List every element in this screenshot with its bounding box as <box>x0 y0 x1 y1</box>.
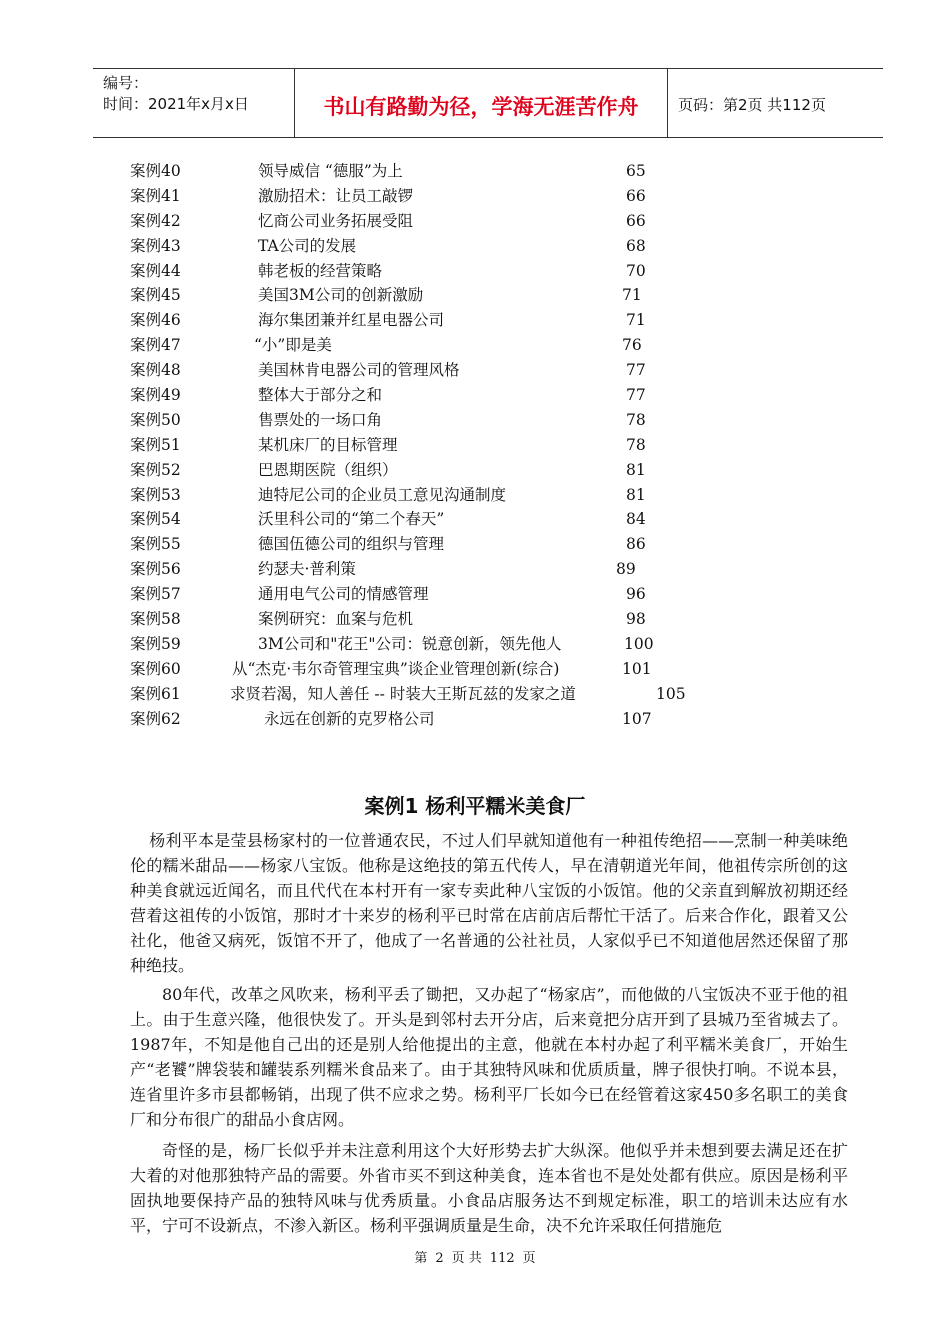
toc-page-number: 78 <box>626 435 646 454</box>
toc-row <box>0 159 950 184</box>
toc-page-number: 70 <box>626 261 646 280</box>
toc-title: 激励招术：让员工敲锣 <box>258 186 414 205</box>
toc-page-number: 107 <box>622 709 652 728</box>
toc-case-label: 案例53 <box>130 485 181 504</box>
toc-page-number: 98 <box>626 610 646 629</box>
toc-case-label: 案例57 <box>130 585 181 604</box>
toc-row <box>0 532 950 557</box>
toc-row <box>0 259 950 284</box>
toc-page-number: 65 <box>626 162 646 180</box>
toc-title: 美国3M公司的创新激励 <box>258 286 424 305</box>
toc-page-number: 68 <box>626 236 646 255</box>
toc-page-number: 71 <box>622 286 642 305</box>
section-title: 案例1 杨利平糯米美食厂 <box>364 794 586 818</box>
toc-case-label: 案例40 <box>130 162 181 180</box>
toc-page-number: 66 <box>626 211 646 230</box>
toc-page-number: 96 <box>626 585 646 604</box>
toc-title: “小”即是美 <box>254 336 332 355</box>
toc-page-number: 78 <box>626 410 646 429</box>
toc-page-number: 66 <box>626 186 646 205</box>
toc-title: 3M公司和"花王"公司：锐意创新，领先他人 <box>258 634 562 653</box>
toc-case-label: 案例49 <box>130 386 181 405</box>
toc-row <box>0 707 950 732</box>
toc-case-label: 案例50 <box>130 410 181 429</box>
toc-page-number: 105 <box>656 684 686 703</box>
toc-page-number: 101 <box>622 659 652 678</box>
toc-title: 从“杰克·韦尔奇管理宝典”谈企业管理创新(综合) <box>232 659 560 678</box>
footer-prefix: 第 <box>414 1251 428 1266</box>
toc-page-number: 77 <box>626 361 646 380</box>
toc-title: 韩老板的经营策略 <box>258 261 383 280</box>
toc-row <box>0 358 950 383</box>
header-motto: 书山有路勤为径，学海无涯苦作舟 <box>323 95 639 119</box>
toc-title: 某机床厂的目标管理 <box>258 435 398 454</box>
toc-case-label: 案例51 <box>130 435 181 454</box>
footer-suffix: 页 <box>522 1251 536 1266</box>
toc-row <box>0 184 950 209</box>
header-right-cell <box>668 69 883 137</box>
toc-title: 约瑟夫·普利策 <box>258 560 356 579</box>
footer-mid: 页 共 <box>451 1251 482 1266</box>
toc-case-label: 案例41 <box>130 186 181 205</box>
toc-title: 迪特尼公司的企业员工意见沟通制度 <box>258 485 507 504</box>
toc-page-number: 76 <box>622 336 642 355</box>
toc-title: 巴恩期医院（组织） <box>258 460 398 479</box>
toc-case-label: 案例46 <box>130 311 181 330</box>
toc-case-label: 案例56 <box>130 560 181 579</box>
toc-page-number: 86 <box>626 535 646 554</box>
toc-title: 求贤若渴，知人善任 -- 时装大王斯瓦兹的发家之道 <box>230 684 576 703</box>
article-body <box>130 828 848 1238</box>
toc-title: 整体大于部分之和 <box>258 386 383 405</box>
toc-title: 美国林肯电器公司的管理风格 <box>258 361 460 380</box>
toc-row <box>0 308 950 333</box>
toc-case-label: 案例43 <box>130 236 181 255</box>
toc-page-number: 89 <box>616 560 636 579</box>
paragraph: 奇怪的是，杨厂长似乎并未注意利用这个大好形势去扩大纵深。他似乎并未想到要去满足还在扩大着的对他那独特产品的需要。外省市买不到这种美食，连本省也不是处处都有供应。原因是杨利平固执地要保持产品的独特风味与优秀质量。小食品店服务达不到规定标准，职工的培训未达应有水平，宁可不设新点，不渗入新区。杨利平强调质量是生命，决不允许采取任何措施危 <box>130 1141 848 1235</box>
header-left-cell <box>93 69 295 137</box>
toc-row <box>0 333 950 358</box>
header-middle-cell <box>295 69 668 137</box>
toc-page-number: 77 <box>626 386 646 405</box>
toc-page-number: 81 <box>626 460 646 479</box>
toc-title: 海尔集团兼并红星电器公司 <box>258 311 445 330</box>
toc-case-label: 案例54 <box>130 510 181 529</box>
footer-page-total: 112 <box>489 1251 515 1266</box>
toc-page-number: 81 <box>626 485 646 504</box>
toc-page-number: 84 <box>626 510 646 529</box>
toc-case-label: 案例60 <box>130 659 181 678</box>
toc-page-number: 71 <box>626 311 646 330</box>
toc-row <box>0 483 950 508</box>
toc-page-number: 100 <box>624 634 654 653</box>
toc-case-label: 案例45 <box>130 286 181 305</box>
toc-case-label: 案例59 <box>130 634 181 653</box>
toc-case-label: 案例61 <box>130 684 181 703</box>
toc-case-label: 案例58 <box>130 610 181 629</box>
toc-row <box>0 557 950 582</box>
paragraph: 杨利平本是莹县杨家村的一位普通农民，不过人们早就知道他有一种祖传绝招——烹制一种美味绝伦的糯米甜品——杨家八宝饭。他称是这绝技的第五代传人，早在清朝道光年间，他祖传宗所创的这种美食就远近闻名，而且代代在本村开有一家专卖此种八宝饭的小饭馆。他的父亲直到解放初期还经营着这祖传的小饭馆，那时才十来岁的杨利平已时常在店前店后帮忙干活了。后来合作化，跟着又公社化，他爸又病死，饭馆不开了，他成了一名普通的公社社员，人家似乎已不知道他居然还保留了那种绝技。 <box>130 831 848 975</box>
toc-row <box>0 657 950 682</box>
toc-row <box>0 283 950 308</box>
paragraph: 80年代，改革之风吹来，杨利平丢了锄把，又办起了“杨家店”，而他做的八宝饭决不亚于他的祖上。由于生意兴隆，他很快发了。开头是到邻村去开分店，后来竟把分店开到了县城乃至省城去了。1987年，不知是他自己出的还是别人给他提出的主意，他就在本村办起了利平糯米美食厂，开始生产“老饕”牌袋装和罐装系列糯米食品来了。由于其独特风味和优质质量，牌子很快打响。不说本县，连省里许多市县都畅销，出现了供不应求之势。杨利平厂长如今已在经管着这家450多名职工的美食厂和分布很广的甜品小食店网。 <box>130 985 848 1129</box>
page-footer <box>0 1247 950 1266</box>
toc-row <box>0 383 950 408</box>
toc-title: 领导威信 “德服”为上 <box>258 162 403 180</box>
header-page-label: 页码：第2页 共112页 <box>678 96 826 114</box>
toc-case-label: 案例47 <box>130 336 181 355</box>
page-header <box>93 68 883 138</box>
time-label: 时间：2021年x月x日 <box>103 95 249 113</box>
toc-case-label: 案例52 <box>130 460 181 479</box>
table-of-contents <box>0 159 950 731</box>
toc-row <box>0 458 950 483</box>
toc-title: TA公司的发展 <box>258 236 357 255</box>
toc-title: 售票处的一场口角 <box>258 410 383 429</box>
toc-case-label: 案例55 <box>130 535 181 554</box>
footer-page-current: 2 <box>435 1251 444 1266</box>
toc-row <box>0 209 950 234</box>
toc-title: 忆商公司业务拓展受阻 <box>258 211 414 230</box>
toc-case-label: 案例42 <box>130 211 181 230</box>
toc-title: 德国伍德公司的组织与管理 <box>258 535 445 554</box>
toc-row <box>0 682 950 707</box>
toc-row <box>0 408 950 433</box>
toc-case-label: 案例44 <box>130 261 181 280</box>
toc-case-label: 案例48 <box>130 361 181 380</box>
number-label: 编号： <box>103 74 149 92</box>
toc-row <box>0 507 950 532</box>
toc-row <box>0 607 950 632</box>
toc-title: 沃里科公司的“第二个春天” <box>258 510 445 529</box>
toc-title: 永远在创新的克罗格公司 <box>264 709 435 728</box>
toc-row <box>0 234 950 259</box>
toc-row <box>0 632 950 657</box>
toc-case-label: 案例62 <box>130 709 181 728</box>
toc-title: 案例研究：血案与危机 <box>258 610 414 629</box>
toc-row <box>0 582 950 607</box>
toc-row <box>0 433 950 458</box>
toc-title: 通用电气公司的情感管理 <box>258 585 429 604</box>
